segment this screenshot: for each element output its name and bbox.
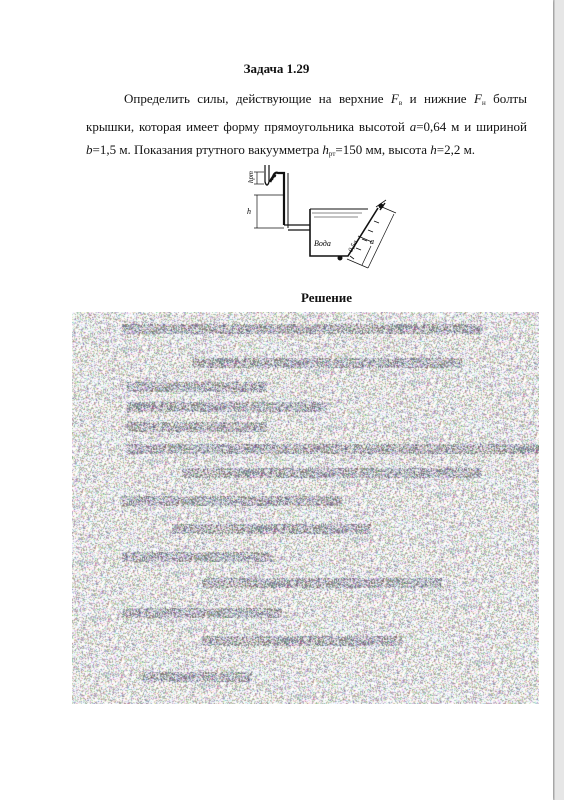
text-segment: =0,64 м и шириной (416, 119, 527, 134)
var-f-upper: F (390, 91, 399, 106)
label-h-rt: hрт (247, 171, 255, 183)
var-h-rt: h (322, 142, 329, 157)
noise-overlay (72, 312, 539, 704)
label-h: h (247, 207, 251, 216)
problem-title: Задача 1.29 (243, 61, 310, 76)
label-half-a: 0,5a (346, 238, 360, 254)
label-water: Вода (314, 239, 331, 248)
var-a: a (409, 119, 417, 134)
text-segment: =1,5 м. Показания ртутного вакуумметра (92, 142, 323, 157)
obscured-solution-area (72, 312, 539, 704)
var-h-rt-sub: рт (328, 150, 336, 158)
var-f-upper-sub: в (398, 99, 403, 107)
text-segment: =150 мм, высота (335, 142, 431, 157)
text-segment: =2,2 м. (436, 142, 476, 157)
vertical-scrollbar[interactable] (554, 0, 564, 800)
problem-diagram (244, 162, 400, 270)
solution-heading: Решение (300, 290, 353, 305)
text-segment: болты крышки, которая имеет форму прямоугольника высотой (86, 91, 527, 134)
text-segment: и нижние (402, 91, 474, 106)
problem-statement (86, 87, 527, 166)
text-segment: Определить силы, действующие на верхние (124, 91, 391, 106)
var-f-lower-sub: н (481, 99, 486, 107)
var-f-lower: F (474, 91, 482, 106)
var-h: h (430, 142, 437, 157)
label-a: a (370, 237, 374, 246)
var-b: b (86, 142, 93, 157)
